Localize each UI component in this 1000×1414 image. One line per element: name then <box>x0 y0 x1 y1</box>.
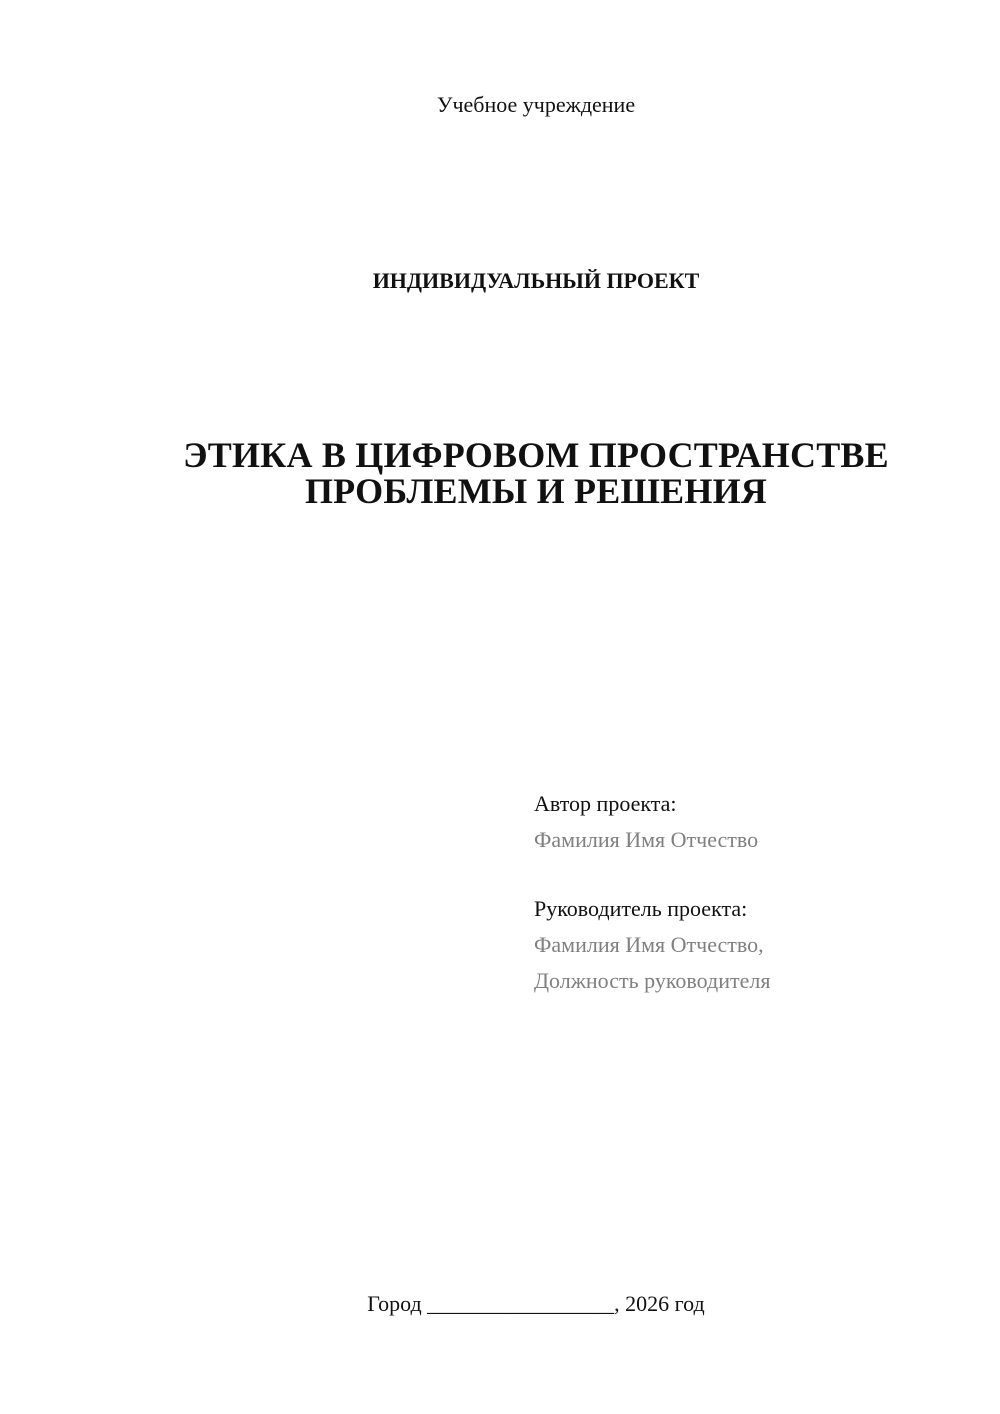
supervisor-position: Должность руководителя <box>534 968 771 993</box>
project-title-line-1: ЭТИКА В ЦИФРОВОМ ПРОСТРАНСТВЕ <box>183 435 889 475</box>
project-title-line-2: ПРОБЛЕМЫ И РЕШЕНИЯ <box>304 471 767 511</box>
supervisor-label: Руководитель проекта: <box>534 896 748 921</box>
author-name: Фамилия Имя Отчество <box>534 827 759 852</box>
supervisor-block <box>534 891 770 999</box>
author-label: Автор проекта: <box>534 791 677 816</box>
project-title <box>0 437 1000 509</box>
author-block <box>534 786 758 858</box>
city-year-line: Город _________________, 2026 год <box>367 1291 705 1316</box>
supervisor-name: Фамилия Имя Отчество, <box>534 932 764 957</box>
institution-name: Учебное учреждение <box>436 92 636 117</box>
document-type: ИНДИВИДУАЛЬНЫЙ ПРОЕКТ <box>372 268 700 293</box>
